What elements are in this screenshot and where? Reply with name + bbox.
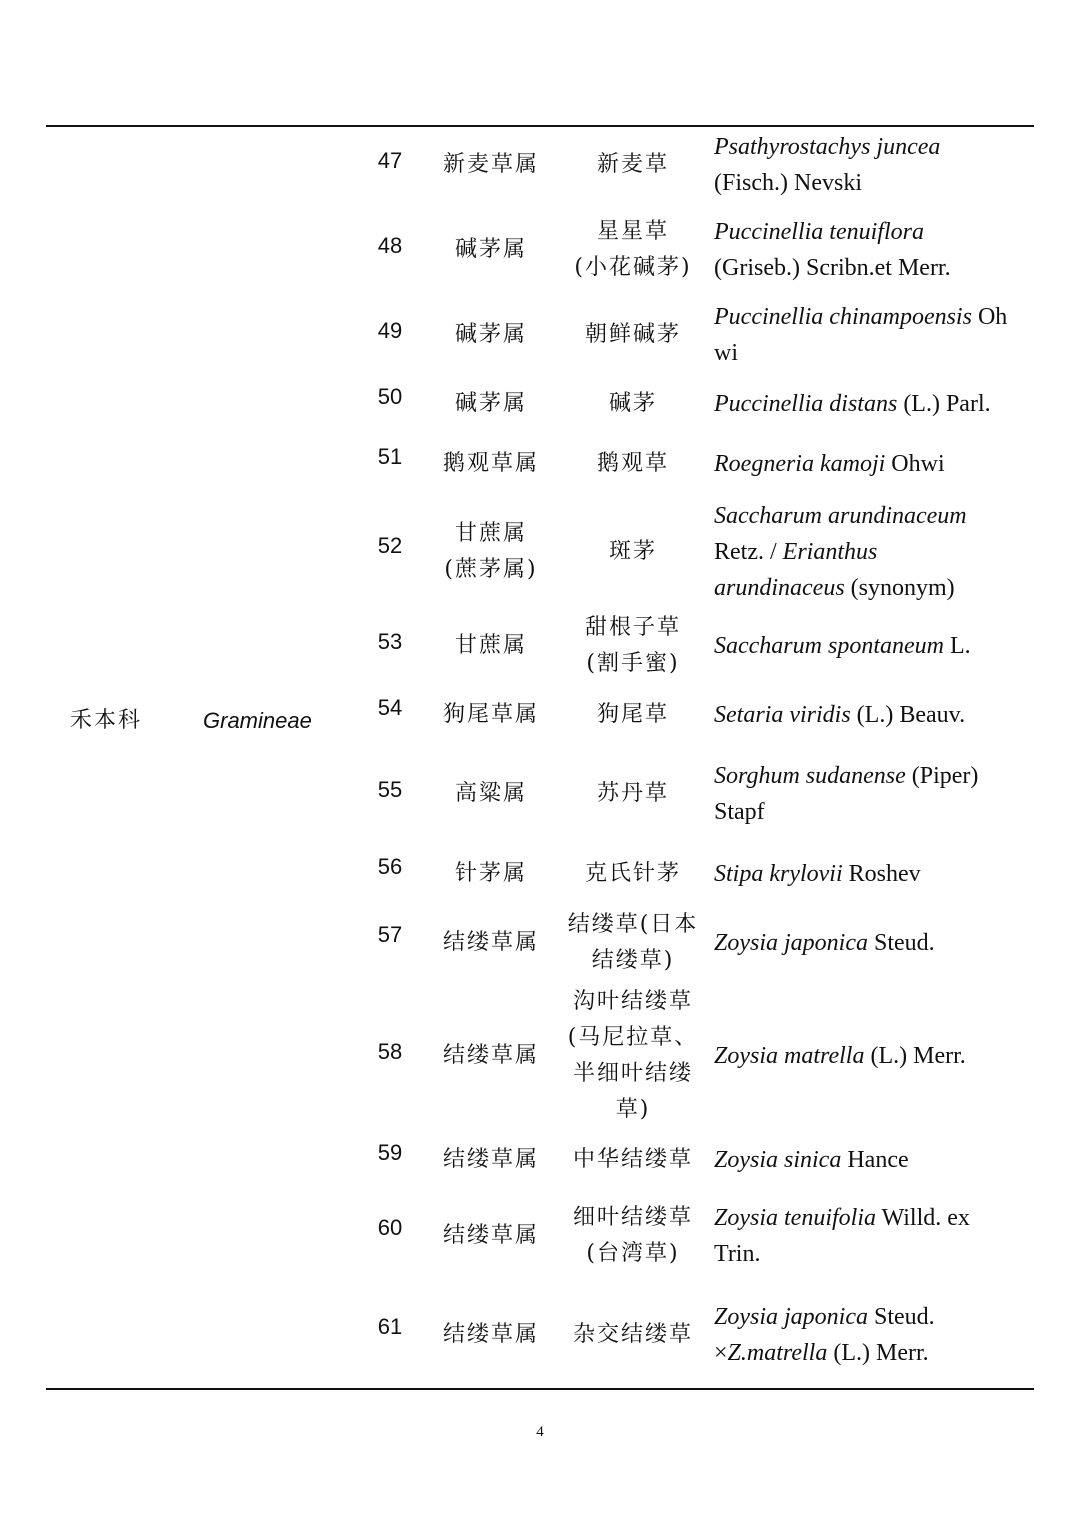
row-number: 49 <box>377 318 403 343</box>
row-number: 48 <box>377 233 403 258</box>
chinese-name-cell: 新麦草 <box>596 152 669 177</box>
table-row <box>0 444 1080 484</box>
chinese-name-cell: 碱茅 <box>608 391 657 416</box>
row-number: 58 <box>377 1039 403 1064</box>
table-row <box>0 213 1080 287</box>
family-chinese-name: 禾本科 <box>70 708 143 733</box>
genus-cell: 碱茅属 <box>454 322 527 347</box>
chinese-name-cell: 克氏针茅 <box>584 861 681 886</box>
scientific-name-cell: Zoysia japonica Steud. <box>714 930 935 956</box>
row-number: 50 <box>377 384 403 409</box>
table-row <box>0 906 1080 980</box>
table-top-rule <box>46 125 1034 127</box>
genus-cell: 结缕草属 <box>442 1042 539 1068</box>
scientific-name-cell: Puccinellia tenuiflora (Griseb.) Scribn.et Merr. <box>714 219 951 281</box>
row-number: 52 <box>377 533 403 558</box>
table-row <box>0 298 1080 372</box>
table-bottom-rule <box>46 1388 1034 1390</box>
table-row <box>0 695 1080 735</box>
row-number: 59 <box>377 1140 403 1165</box>
table-row <box>0 609 1080 683</box>
chinese-name-cell: 朝鲜碱茅 <box>584 322 681 347</box>
scientific-name-cell: Saccharum spontaneum L. <box>714 633 971 659</box>
row-number: 47 <box>377 148 403 173</box>
genus-cell: 狗尾草属 <box>442 702 539 727</box>
chinese-name-cell: 鹅观草 <box>596 451 669 476</box>
row-number: 60 <box>377 1215 403 1240</box>
chinese-name-cell: 细叶结缕草 (台湾草) <box>572 1205 693 1266</box>
genus-cell: 高粱属 <box>454 781 527 806</box>
genus-cell: 甘蔗属 <box>454 633 527 658</box>
chinese-name-cell: 沟叶结缕草 (马尼拉草、 半细叶结缕 草) <box>567 988 699 1122</box>
row-number: 54 <box>377 695 403 720</box>
genus-cell: 碱茅属 <box>454 391 527 416</box>
genus-cell: 甘蔗属 (蔗茅属) <box>444 521 538 582</box>
row-number: 51 <box>377 444 403 469</box>
table-row <box>0 1140 1080 1180</box>
genus-cell: 碱茅属 <box>454 237 527 262</box>
table-row <box>0 757 1080 831</box>
chinese-name-cell: 斑茅 <box>608 539 657 564</box>
genus-cell: 结缕草属 <box>442 1322 539 1347</box>
genus-cell: 结缕草属 <box>442 1147 539 1172</box>
scientific-name-cell: Zoysia matrella (L.) Merr. <box>714 1042 966 1069</box>
table-row <box>0 854 1080 894</box>
scientific-name-cell: Sorghum sudanense (Piper) Stapf <box>714 763 979 825</box>
genus-cell: 结缕草属 <box>442 930 539 955</box>
chinese-name-cell: 中华结缕草 <box>572 1147 693 1172</box>
table-row <box>0 384 1080 424</box>
chinese-name-cell: 杂交结缕草 <box>572 1322 693 1347</box>
genus-cell: 新麦草属 <box>442 152 539 177</box>
scientific-name-cell: Roegneria kamoji Ohwi <box>714 451 945 477</box>
row-number: 56 <box>377 854 403 879</box>
table-row <box>0 497 1080 607</box>
scientific-name-cell: Zoysia sinica Hance <box>714 1147 909 1173</box>
scientific-name-cell: Puccinellia chinampoensis Oh wi <box>714 304 1008 366</box>
scientific-name-cell: Puccinellia distans (L.) Parl. <box>714 391 991 417</box>
genus-cell: 鹅观草属 <box>442 451 539 476</box>
scientific-name-cell: Saccharum arundinaceum Retz. / Erianthus arundinaceus (synonym) <box>714 503 967 601</box>
scientific-name-cell: Stipa krylovii Roshev <box>714 861 921 887</box>
row-number: 57 <box>377 922 403 947</box>
chinese-name-cell: 狗尾草 <box>596 702 669 727</box>
table-row <box>0 983 1080 1128</box>
chinese-name-cell: 星星草 (小花碱茅) <box>574 219 692 280</box>
row-number: 61 <box>377 1314 403 1339</box>
scientific-name-cell: Setaria viridis (L.) Beauv. <box>714 702 966 728</box>
chinese-name-cell: 甜根子草 (割手蜜) <box>584 615 681 676</box>
table-row <box>0 1199 1080 1273</box>
scientific-name-cell: Zoysia japonica Steud. ×Z.matrella (L.) Merr. <box>714 1304 935 1366</box>
family-latin-name: Gramineae <box>203 708 312 733</box>
scientific-name-cell: Zoysia tenuifolia Willd. ex Trin. <box>714 1205 970 1267</box>
genus-cell: 针茅属 <box>454 861 527 886</box>
row-number: 53 <box>377 629 403 654</box>
chinese-name-cell: 结缕草(日本 结缕草) <box>567 912 699 973</box>
scientific-name-cell: Psathyrostachys juncea (Fisch.) Nevski <box>714 134 941 196</box>
table-row <box>0 128 1080 202</box>
table-row <box>0 1298 1080 1372</box>
chinese-name-cell: 苏丹草 <box>596 781 669 806</box>
row-number: 55 <box>377 777 403 802</box>
genus-cell: 结缕草属 <box>442 1223 539 1248</box>
page-number: 4 <box>536 1424 544 1440</box>
